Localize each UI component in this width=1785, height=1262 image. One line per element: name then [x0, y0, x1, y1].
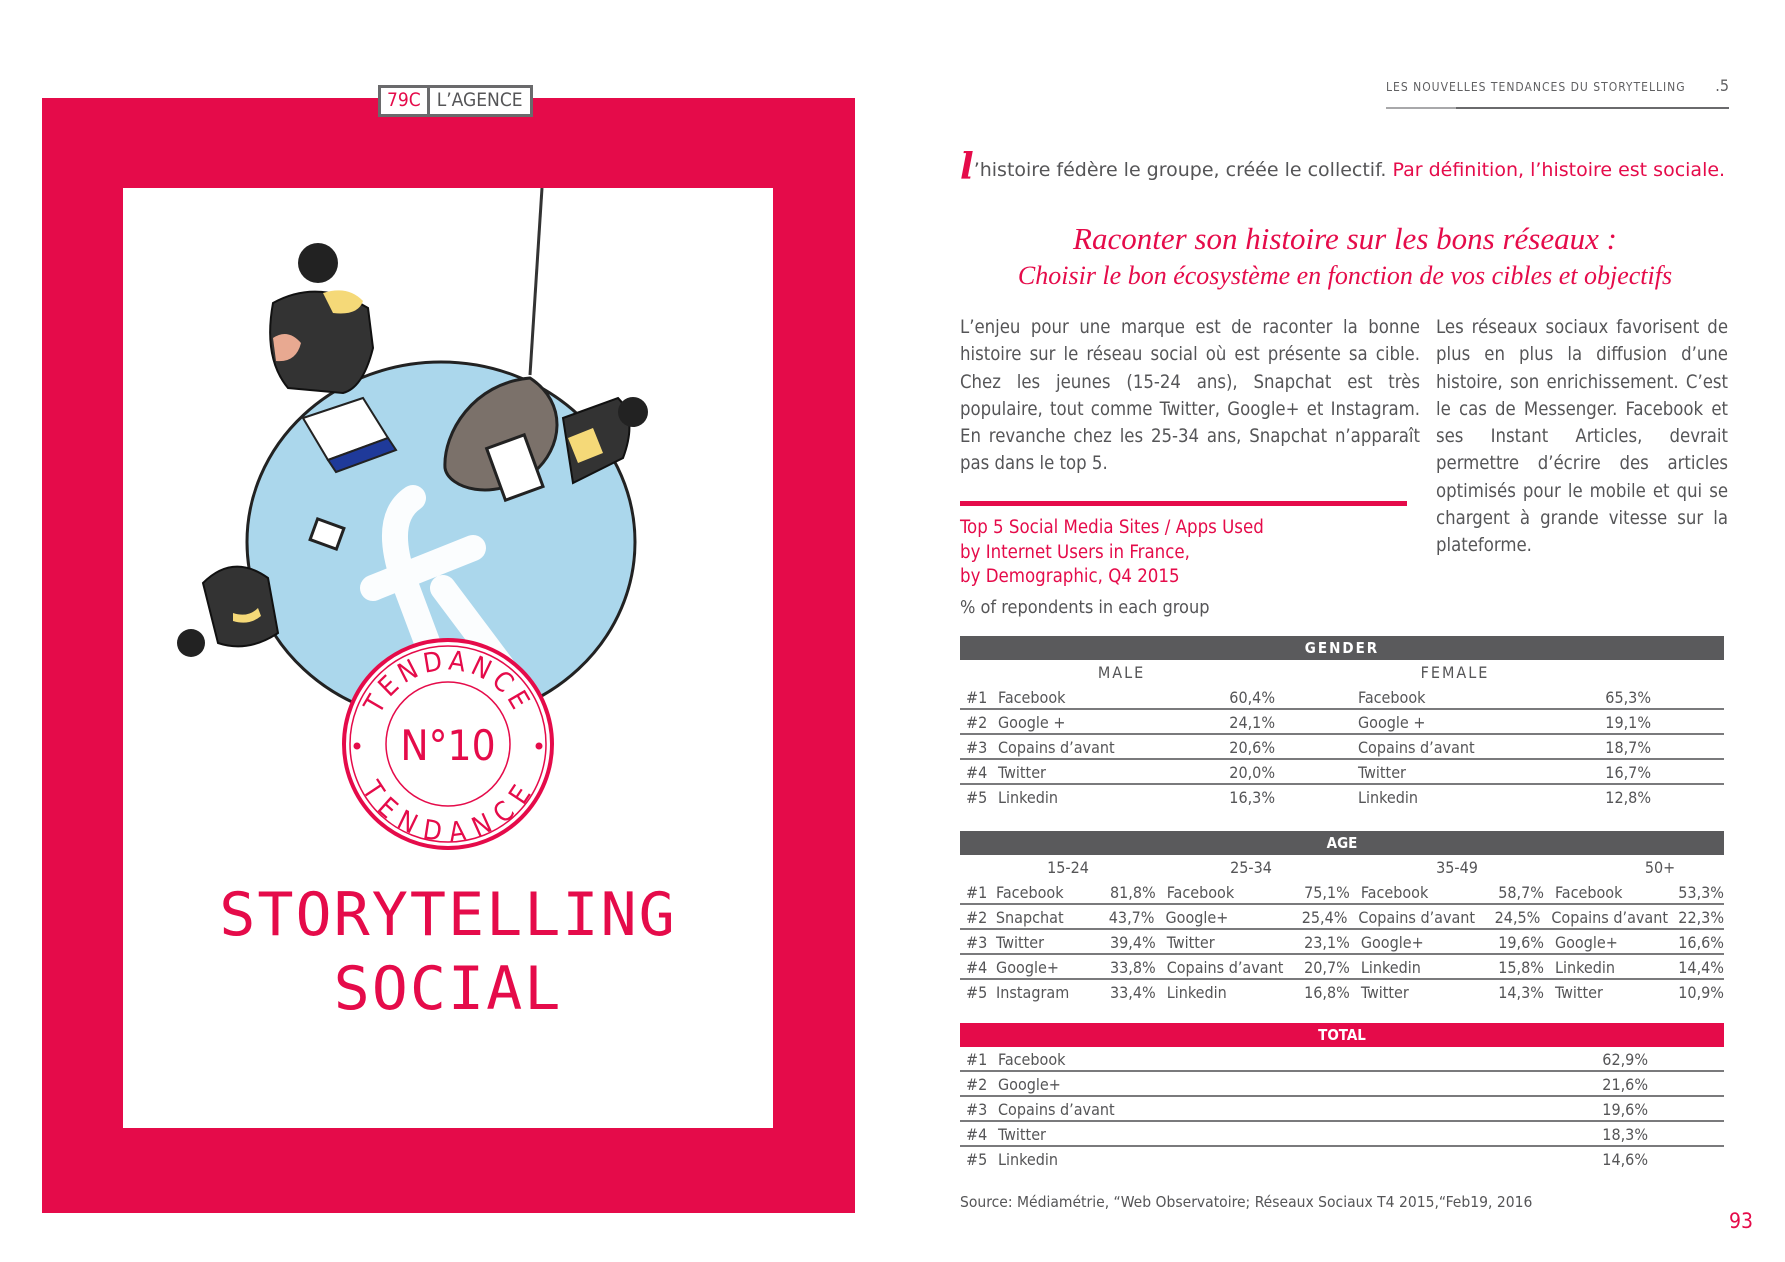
site-name: Google +: [1358, 713, 1426, 732]
logo-agence: L’AGENCE: [436, 89, 523, 111]
site-name: Copains d’avant: [1358, 908, 1476, 927]
percent-value: 16,8%: [1304, 983, 1350, 1002]
table-row: [960, 1072, 1724, 1097]
site-name: Twitter: [1554, 983, 1603, 1002]
percent-value: 20,7%: [1304, 958, 1350, 977]
cover-panel: [123, 188, 773, 1128]
cover-title: [123, 878, 773, 1026]
running-header: [1386, 76, 1729, 95]
site-name: Linkedin: [1358, 788, 1419, 807]
site-name: Twitter: [1358, 763, 1406, 782]
agency-logo: [378, 85, 533, 117]
percent-value: 33,8%: [1109, 958, 1156, 977]
site-name: Linkedin: [998, 788, 1059, 807]
gender-subheader: [960, 660, 1724, 685]
percent-value: 12,8%: [1605, 788, 1651, 807]
percent-value: 14,3%: [1498, 983, 1544, 1002]
percent-value: 10,9%: [1678, 983, 1724, 1002]
chart-subtitle: % of repondents in each group: [960, 597, 1210, 618]
cover-title-line2: SOCIAL: [333, 954, 563, 1024]
header-rule: [1386, 107, 1729, 109]
gender-table: [960, 636, 1724, 810]
table-row: [960, 710, 1724, 735]
site-name: Copains d’avant: [1166, 958, 1284, 977]
source-note: Source: Médiamétrie, “Web Observatoire; Réseaux Sociaux T4 2015,“Feb19, 2016: [960, 1193, 1533, 1211]
section-number: .5: [1715, 76, 1729, 95]
person-head: [298, 243, 338, 283]
percent-value: 65,3%: [1605, 688, 1651, 707]
stamp-number: N°10: [400, 721, 496, 770]
site-name: Copains d’avant: [998, 738, 1115, 757]
person-left: [203, 567, 278, 647]
site-name: Google+: [1165, 908, 1229, 927]
site-name: Facebook: [1554, 883, 1623, 902]
lede-text: ’histoire fédère le groupe, créée le collectif.: [973, 159, 1393, 181]
table-row: [960, 685, 1724, 710]
percent-value: 20,6%: [1229, 738, 1275, 757]
percent-value: 19,1%: [1605, 713, 1651, 732]
site-name: Google+: [998, 1075, 1061, 1094]
tendance-stamp: [340, 636, 556, 852]
table-row: [960, 955, 1724, 980]
rank-label: #4: [966, 1125, 988, 1144]
site-name: Snapchat: [995, 908, 1064, 927]
site-name: Google+: [1554, 933, 1618, 952]
logo-79c: 79C: [381, 88, 430, 114]
rank-label: #3: [966, 933, 988, 952]
cover-title-line1: STORYTELLING: [219, 880, 677, 950]
percent-value: 81,8%: [1109, 883, 1156, 902]
lede: [960, 146, 1726, 188]
percent-value: 15,8%: [1498, 958, 1544, 977]
table-row: [960, 760, 1724, 785]
site-name: Google +: [998, 713, 1066, 732]
percent-value: 53,3%: [1678, 883, 1724, 902]
percent-value: 24,5%: [1494, 908, 1541, 927]
site-name: Twitter: [1166, 933, 1215, 952]
group-label-age: 25-34: [1230, 858, 1272, 877]
site-name: Google+: [996, 958, 1059, 977]
percent-value: 20,0%: [1229, 763, 1275, 782]
site-name: Copains d’avant: [998, 1100, 1115, 1119]
rank-label: #2: [966, 1075, 988, 1094]
rank-label: #3: [966, 738, 988, 757]
site-name: Twitter: [998, 763, 1046, 782]
group-label-age: 15-24: [1047, 858, 1089, 877]
gender-header: GENDER: [960, 636, 1724, 660]
meeting-illustration: [123, 188, 773, 708]
lede-highlight: Par définition, l’histoire est sociale.: [1392, 159, 1726, 181]
table-row: [960, 980, 1724, 1005]
table-row: [960, 785, 1724, 810]
total-table: [960, 1023, 1724, 1172]
rank-label: #1: [966, 688, 988, 707]
body-paragraph-right: Les réseaux sociaux favorisent de plus en plus la diffusion d’une histoire, son enrichissement. C’est le cas de Messenger. Facebook et ses Instant Articles, devrait permettre d’écrire des articles optimisés pour le mobile et qui se chargent à grande vitesse sur la plateforme.: [1436, 317, 1728, 557]
site-name: Twitter: [1360, 983, 1409, 1002]
percent-value: 16,3%: [1229, 788, 1275, 807]
site-name: Linkedin: [998, 1150, 1059, 1169]
site-name: Facebook: [996, 883, 1064, 902]
site-name: Instagram: [996, 983, 1070, 1002]
site-name: Facebook: [998, 688, 1066, 707]
drop-letter: l: [960, 146, 974, 188]
lamp-cord: [530, 188, 542, 375]
rank-label: #1: [966, 1050, 988, 1069]
site-name: Google+: [1360, 933, 1424, 952]
percent-value: 43,7%: [1108, 908, 1155, 927]
rank-label: #1: [966, 883, 988, 902]
percent-value: 16,6%: [1678, 933, 1724, 952]
percent-value: 19,6%: [1498, 933, 1544, 952]
group-label-female: FEMALE: [1420, 663, 1490, 682]
stamp-dot-right: [536, 743, 543, 750]
table-row: [960, 905, 1724, 930]
section-heading: Raconter son histoire sur les bons réseaux :: [1073, 221, 1617, 256]
age-header: AGE: [960, 831, 1724, 855]
percent-value: 18,7%: [1605, 738, 1651, 757]
percent-value: 24,1%: [1229, 713, 1275, 732]
rank-label: #3: [966, 1100, 988, 1119]
site-name: Facebook: [998, 1050, 1066, 1069]
site-name: Facebook: [1358, 688, 1426, 707]
age-subheader: [960, 855, 1724, 880]
chart-title: [960, 516, 1380, 590]
site-name: Linkedin: [1554, 958, 1615, 977]
total-header: TOTAL: [960, 1023, 1724, 1047]
stamp-dot-left: [354, 743, 361, 750]
percent-value: 18,3%: [1602, 1125, 1648, 1144]
table-row: [960, 1047, 1724, 1072]
stamp-ring-top: TENDANCE: [358, 645, 538, 719]
chart-title-line: Top 5 Social Media Sites / Apps Used: [960, 517, 1264, 538]
body-paragraph-left: L’enjeu pour une marque est de raconter la bonne histoire sur le réseau social où est présente sa cible. Chez les jeunes (15-24 ans), Snapchat est très populaire, tout comme Twitter, Google+ et Instagram. En revanche chez les 25-34 ans, Snapchat n’apparaît pas dans le top 5.: [960, 317, 1420, 475]
chart-title-line: by Demographic, Q4 2015: [960, 566, 1180, 587]
section-subheading: Choisir le bon écosystème en fonction de vos cibles et objectifs: [1017, 261, 1673, 290]
site-name: Twitter: [996, 933, 1045, 952]
running-header-title: LES NOUVELLES TENDANCES DU STORYTELLING: [1386, 80, 1686, 94]
percent-value: 16,7%: [1605, 763, 1651, 782]
table-row: [960, 930, 1724, 955]
table-row: [960, 735, 1724, 760]
rank-label: #2: [966, 713, 988, 732]
chart-title-line: by Internet Users in France,: [960, 541, 1190, 563]
table-row: [960, 1097, 1724, 1122]
percent-value: 58,7%: [1498, 883, 1544, 902]
group-label-male: MALE: [1097, 663, 1146, 682]
percent-value: 23,1%: [1304, 933, 1350, 952]
table-row: [960, 1147, 1724, 1172]
stamp-ring-bottom: TENDANCE: [355, 775, 541, 849]
rank-label: #5: [966, 1150, 988, 1169]
site-name: Copains d’avant: [1551, 908, 1669, 927]
group-label-age: 35-49: [1436, 858, 1478, 877]
percent-value: 14,4%: [1678, 958, 1724, 977]
group-label-age: 50+: [1644, 858, 1676, 877]
table-row: [960, 1122, 1724, 1147]
site-name: Facebook: [1360, 883, 1429, 902]
site-name: Linkedin: [1360, 958, 1421, 977]
percent-value: 22,3%: [1678, 908, 1724, 927]
site-name: Copains d’avant: [1358, 738, 1475, 757]
rank-label: #4: [966, 958, 988, 977]
site-name: Facebook: [1166, 883, 1235, 902]
percent-value: 60,4%: [1229, 688, 1275, 707]
percent-value: 14,6%: [1602, 1150, 1648, 1169]
rank-label: #5: [966, 788, 988, 807]
rank-label: #2: [966, 908, 988, 927]
percent-value: 39,4%: [1109, 933, 1156, 952]
site-name: Twitter: [998, 1125, 1046, 1144]
percent-value: 75,1%: [1304, 883, 1350, 902]
chart-rule: [960, 501, 1407, 506]
rank-label: #5: [966, 983, 988, 1002]
site-name: Linkedin: [1166, 983, 1227, 1002]
table-row: [960, 880, 1724, 905]
percent-value: 21,6%: [1602, 1075, 1648, 1094]
percent-value: 25,4%: [1301, 908, 1348, 927]
rank-label: #4: [966, 763, 988, 782]
percent-value: 19,6%: [1602, 1100, 1648, 1119]
page-number: 93: [1729, 1209, 1754, 1233]
age-table: [960, 831, 1724, 1005]
percent-value: 33,4%: [1109, 983, 1156, 1002]
percent-value: 62,9%: [1602, 1050, 1648, 1069]
